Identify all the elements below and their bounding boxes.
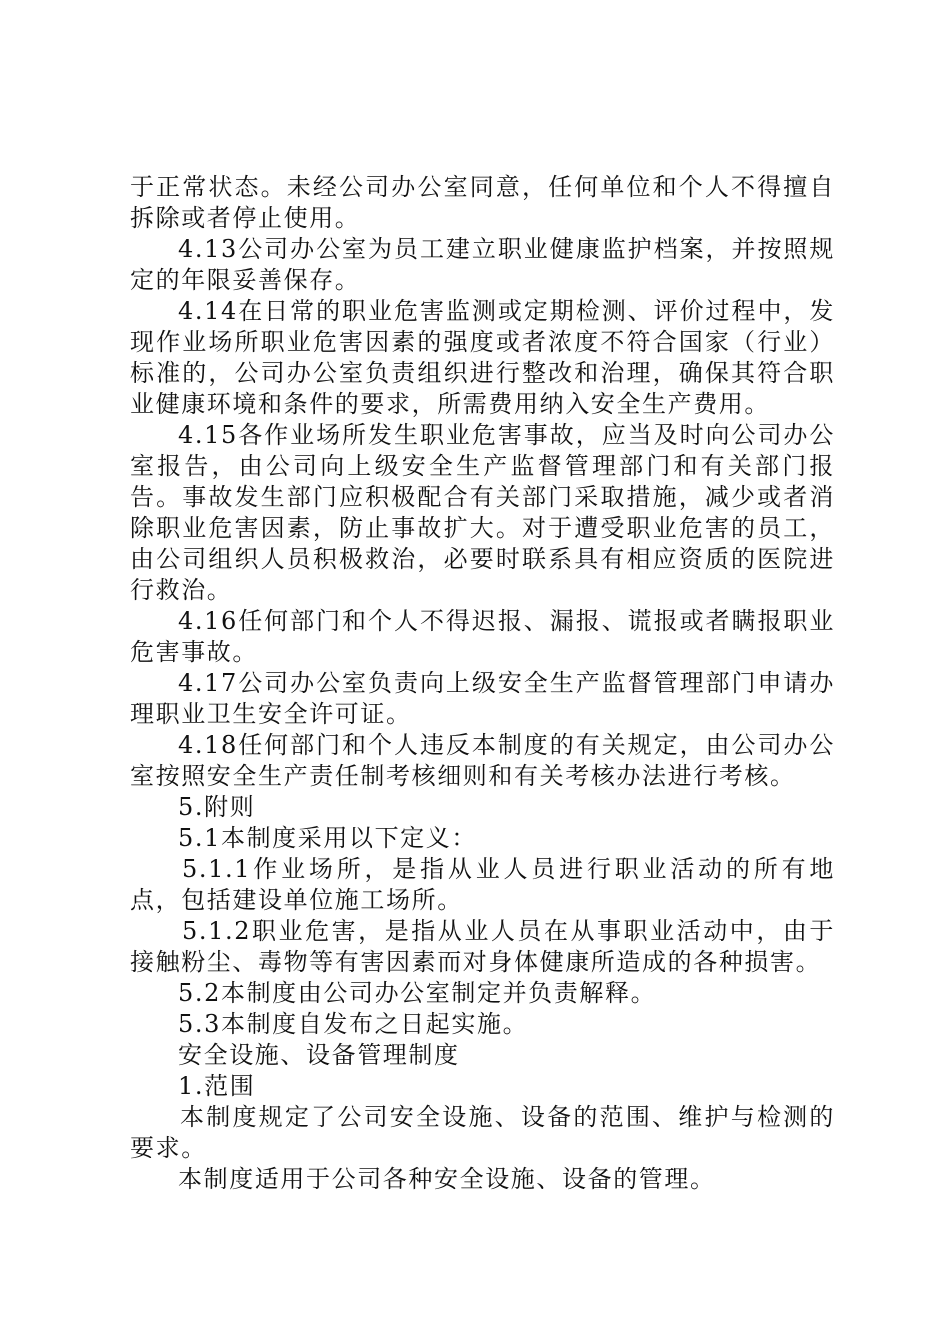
clause-5-3: 5.3本制度自发布之日起实施。: [178, 1010, 529, 1038]
document-body: [130, 172, 835, 1195]
section-1-heading: 1.范围: [178, 1072, 256, 1100]
applicability-paragraph: 本制度适用于公司各种安全设施、设备的管理。: [178, 1165, 716, 1193]
clause-4-15: 4.15各作业场所发生职业危害事故，应当及时向公司办公室报告，由公司向上级安全生产监督管理部门和有关部门报告。事故发生部门应积极配合有关部门采取措施，减少或者消除职业危害因素，防止事故扩大。对于遭受职业危害的员工，由公司组织人员积极救治，必要时联系具有相应资质的医院进行救治。: [130, 421, 835, 604]
new-regulation-title: 安全设施、设备管理制度: [178, 1041, 460, 1069]
paragraph-continuation: 于正常状态。未经公司办公室同意，任何单位和个人不得擅自拆除或者停止使用。: [130, 173, 835, 232]
clause-5-1: 5.1本制度采用以下定义：: [178, 824, 477, 852]
clause-4-16: 4.16任何部门和个人不得迟报、漏报、谎报或者瞒报职业危害事故。: [130, 607, 835, 666]
scope-paragraph: 本制度规定了公司安全设施、设备的范围、维护与检测的要求。: [130, 1103, 835, 1162]
clause-5-1-1: 5.1.1作业场所，是指从业人员进行职业活动的所有地点，包括建设单位施工场所。: [130, 855, 835, 914]
clause-5-1-2: 5.1.2职业危害，是指从业人员在从事职业活动中，由于接触粉尘、毒物等有害因素而对身体健康所造成的各种损害。: [130, 917, 835, 976]
clause-4-13: 4.13公司办公室为员工建立职业健康监护档案，并按照规定的年限妥善保存。: [130, 235, 835, 294]
clause-4-18: 4.18任何部门和个人违反本制度的有关规定，由公司办公室按照安全生产责任制考核细则和有关考核办法进行考核。: [130, 731, 835, 790]
clause-4-14: 4.14在日常的职业危害监测或定期检测、评价过程中，发现作业场所职业危害因素的强度或者浓度不符合国家（行业）标准的，公司办公室负责组织进行整改和治理，确保其符合职业健康环境和条件的要求，所需费用纳入安全生产费用。: [130, 297, 835, 418]
section-5-heading: 5.附则: [178, 793, 256, 821]
clause-5-2: 5.2本制度由公司办公室制定并负责解释。: [178, 979, 657, 1007]
clause-4-17: 4.17公司办公室负责向上级安全生产监督管理部门申请办理职业卫生安全许可证。: [130, 669, 835, 728]
